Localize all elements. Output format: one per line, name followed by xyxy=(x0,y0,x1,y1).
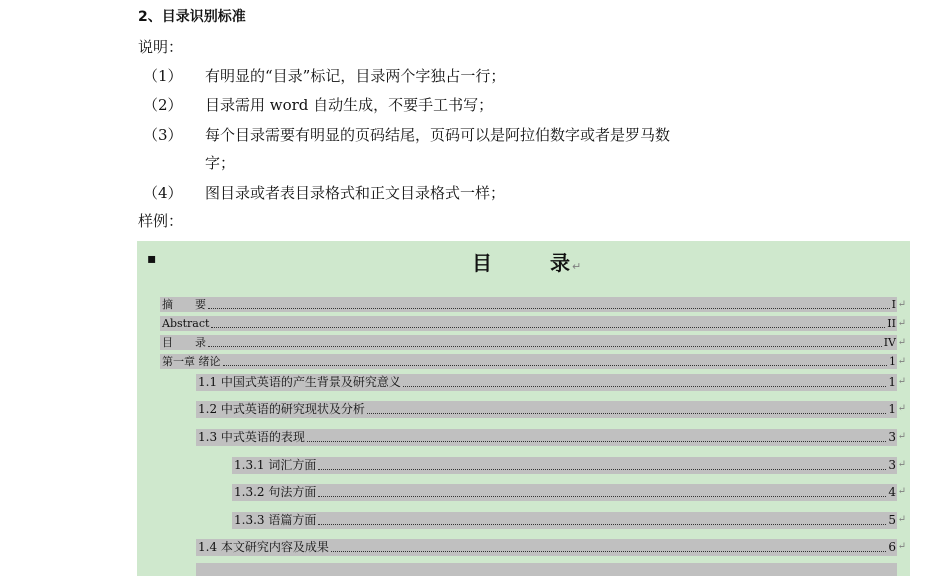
toc-entry-label: 第一章 绪论 xyxy=(162,355,221,368)
toc-entry xyxy=(160,335,906,350)
toc-entry-page: 3 xyxy=(888,430,896,444)
toc-title xyxy=(472,247,583,276)
toc-sample xyxy=(137,241,910,576)
toc-entry xyxy=(196,539,906,556)
rule-number: （3） xyxy=(143,126,183,144)
toc-entry xyxy=(160,297,906,312)
toc-entry xyxy=(160,354,906,369)
rule-continuation: 字； xyxy=(205,154,236,172)
toc-entry-label: 1.3.2 句法方面 xyxy=(234,485,317,499)
paragraph-mark-icon: ↵ xyxy=(897,403,906,414)
paragraph-mark-icon: ↵ xyxy=(897,318,906,329)
rule-item xyxy=(143,95,493,115)
toc-entry-label: 1.1 中国式英语的产生背景及研究意义 xyxy=(198,375,401,389)
rule-text: 图目录或者表目录格式和正文目录格式一样； xyxy=(205,184,506,202)
toc-entry xyxy=(196,374,906,391)
paragraph-mark-icon: ↵ xyxy=(897,376,906,387)
toc-entry xyxy=(160,316,906,331)
toc-title-right: 录 xyxy=(550,251,572,275)
paragraph-mark-icon: ↵ xyxy=(897,337,906,348)
toc-entry-partial xyxy=(196,563,897,576)
rule-text: 每个目录需要有明显的页码结尾，页码可以是阿拉伯数字或者是罗马数 xyxy=(205,126,671,144)
toc-entry xyxy=(196,429,906,446)
rule-number: （2） xyxy=(143,96,183,114)
toc-entry-page: 1 xyxy=(888,375,896,389)
paragraph-mark-icon: ↵ xyxy=(897,541,906,552)
rule-item xyxy=(143,66,505,86)
toc-entry xyxy=(232,457,906,474)
paragraph-mark-icon: ↵ xyxy=(897,299,906,310)
toc-entry-page: 4 xyxy=(888,485,896,499)
rule-text: 有明显的“目录”标记，目录两个字独占一行； xyxy=(205,67,506,85)
toc-entry-label: 1.2 中式英语的研究现状及分析 xyxy=(198,402,365,416)
toc-entry-page: 1 xyxy=(888,402,896,416)
rule-number: （1） xyxy=(143,67,183,85)
paragraph-mark-icon: ↵ xyxy=(897,486,906,497)
toc-entry xyxy=(232,512,906,529)
paragraph-mark-icon: ↵ xyxy=(897,459,906,470)
explanation-label: 说明： xyxy=(138,38,184,56)
toc-entry-page: I xyxy=(891,298,896,311)
sample-label: 样例： xyxy=(138,212,184,230)
toc-entry xyxy=(196,401,906,418)
toc-entry-page: IV xyxy=(883,336,896,349)
rule-item xyxy=(143,125,670,145)
toc-entry-page: 3 xyxy=(888,458,896,472)
rule-number: （4） xyxy=(143,184,183,202)
toc-entry-label: 1.4 本文研究内容及成果 xyxy=(198,540,329,554)
toc-entry-label: 1.3.3 语篇方面 xyxy=(234,513,317,527)
rule-item xyxy=(143,183,505,203)
toc-entry-page: 5 xyxy=(888,513,896,527)
toc-title-left: 目 xyxy=(472,251,494,275)
paragraph-mark-icon: ↵ xyxy=(897,356,906,367)
paragraph-mark-icon: ↵ xyxy=(572,260,584,273)
paragraph-mark-icon: ↵ xyxy=(897,431,906,442)
toc-entry xyxy=(232,484,906,501)
toc-entry-label: 1.3.1 词汇方面 xyxy=(234,458,317,472)
bullet-mark: ▪ xyxy=(147,251,157,267)
toc-entry-page: II xyxy=(887,317,896,330)
toc-entry-page: 1 xyxy=(889,355,896,368)
paragraph-mark-icon: ↵ xyxy=(897,514,906,525)
toc-entry-label: Abstract xyxy=(162,317,210,330)
toc-entry-page: 6 xyxy=(888,540,896,554)
rule-text: 目录需用 word 自动生成，不要手工书写； xyxy=(205,96,494,114)
toc-entry-label: 摘 要 xyxy=(162,298,206,311)
section-heading: 2、目录识别标准 xyxy=(138,9,246,25)
toc-entry-label: 目 录 xyxy=(162,336,206,349)
toc-entry-label: 1.3 中式英语的表现 xyxy=(198,430,305,444)
